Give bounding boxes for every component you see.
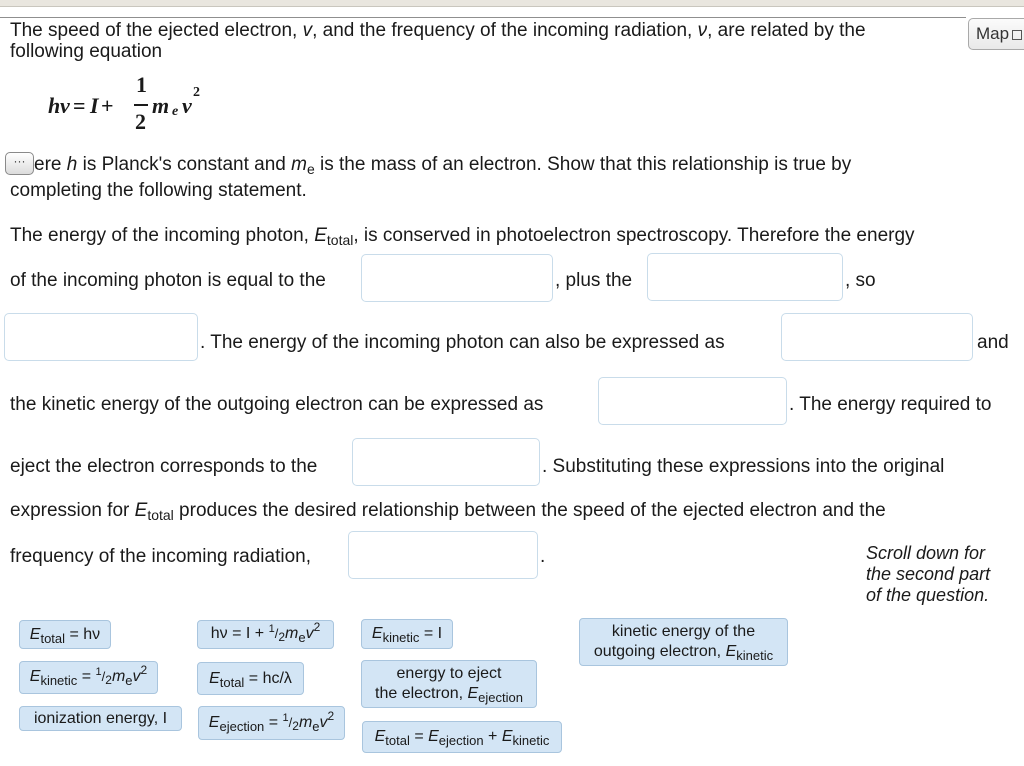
statement-line-1: The energy of the incoming photon, $E_{total}$, is conserved in photoelectron spectroscopy. Therefore the energy — [10, 225, 915, 248]
answer-blank-1[interactable] — [361, 254, 553, 302]
answer-blank-3[interactable] — [4, 313, 198, 361]
answer-blank-6[interactable] — [352, 438, 540, 486]
tile-etotal-h-nu[interactable]: $E_{total} = h\nu$ — [19, 620, 111, 649]
where-line-2: completing the following statement. — [10, 180, 307, 201]
answer-blank-7[interactable] — [348, 531, 538, 579]
answer-blank-2[interactable] — [647, 253, 843, 301]
statement-line-3a: . The energy of the incoming photon can also be expressed as — [200, 332, 725, 353]
statement-line-2a: of the incoming photon is equal to the — [10, 270, 326, 291]
statement-line-2b: , plus the — [555, 270, 633, 291]
tile-ekinetic-i[interactable]: $E_{kinetic} = I$ — [361, 619, 453, 649]
statement-line-5a: eject the electron corresponds to the — [10, 456, 318, 477]
tile-ionization-energy[interactable]: ionization energy, I — [19, 706, 182, 731]
external-link-icon — [1012, 30, 1022, 40]
equation: h ν = I + 1 2 m e v 2 — [48, 72, 200, 134]
top-bar — [0, 0, 1024, 7]
answer-blank-5[interactable] — [598, 377, 787, 425]
tile-eejection-half-mv2[interactable]: $E_{ejection} = ^1/2m_ev^2$ — [198, 706, 345, 740]
tile-energy-to-eject-electron[interactable]: energy to eject the electron, $E_{ejection}$ — [361, 660, 537, 708]
answer-blank-4[interactable] — [781, 313, 973, 361]
statement-line-4b: . The energy required to — [789, 394, 992, 415]
map-button[interactable] — [968, 18, 1024, 50]
statement-line-2c: , so — [845, 270, 876, 291]
map-button-label: Map — [976, 24, 1010, 43]
statement-line-7a: frequency of the incoming radiation, — [10, 546, 312, 567]
tile-etotal-hc-over-lambda[interactable]: $E_{total} = hc/\lambda$ — [197, 662, 304, 695]
scroll-note: Scroll down for the second part of the question. — [866, 543, 991, 605]
statement-line-3b: and — [977, 332, 1009, 353]
statement-line-7b: . — [540, 546, 546, 567]
comment-icon[interactable]: ··· — [5, 152, 34, 175]
where-line-1: ere h is Planck's constant and $m_e$ is the mass of an electron. Show that this relationship is true by — [34, 154, 852, 177]
statement-line-6: expression for $E_{total}$ produces the desired relationship between the speed of the ejected electron and the — [10, 500, 886, 523]
intro-line-2: following equation — [10, 41, 163, 62]
statement-line-5b: . Substituting these expressions into the original — [542, 456, 945, 477]
tile-ekinetic-half-mv2[interactable]: $E_{kinetic} = ^1/2m_ev^2$ — [19, 661, 158, 694]
intro-line-1: The speed of the ejected electron, v, and the frequency of the incoming radiation, ν, are related by the — [10, 20, 866, 41]
tile-kinetic-energy-outgoing-electron[interactable]: kinetic energy of the outgoing electron, $E_{kinetic}$ — [579, 618, 788, 666]
divider — [0, 17, 966, 18]
tile-etotal-eejection-plus-ekinetic[interactable]: $E_{total} = E_{ejection} + E_{kinetic}$ — [362, 721, 562, 753]
statement-line-4a: the kinetic energy of the outgoing electron can be expressed as — [10, 394, 544, 415]
tile-h-nu-equals-i-plus-half-mv2[interactable]: $h\nu = I + ^1/2m_ev^2$ — [197, 620, 334, 649]
